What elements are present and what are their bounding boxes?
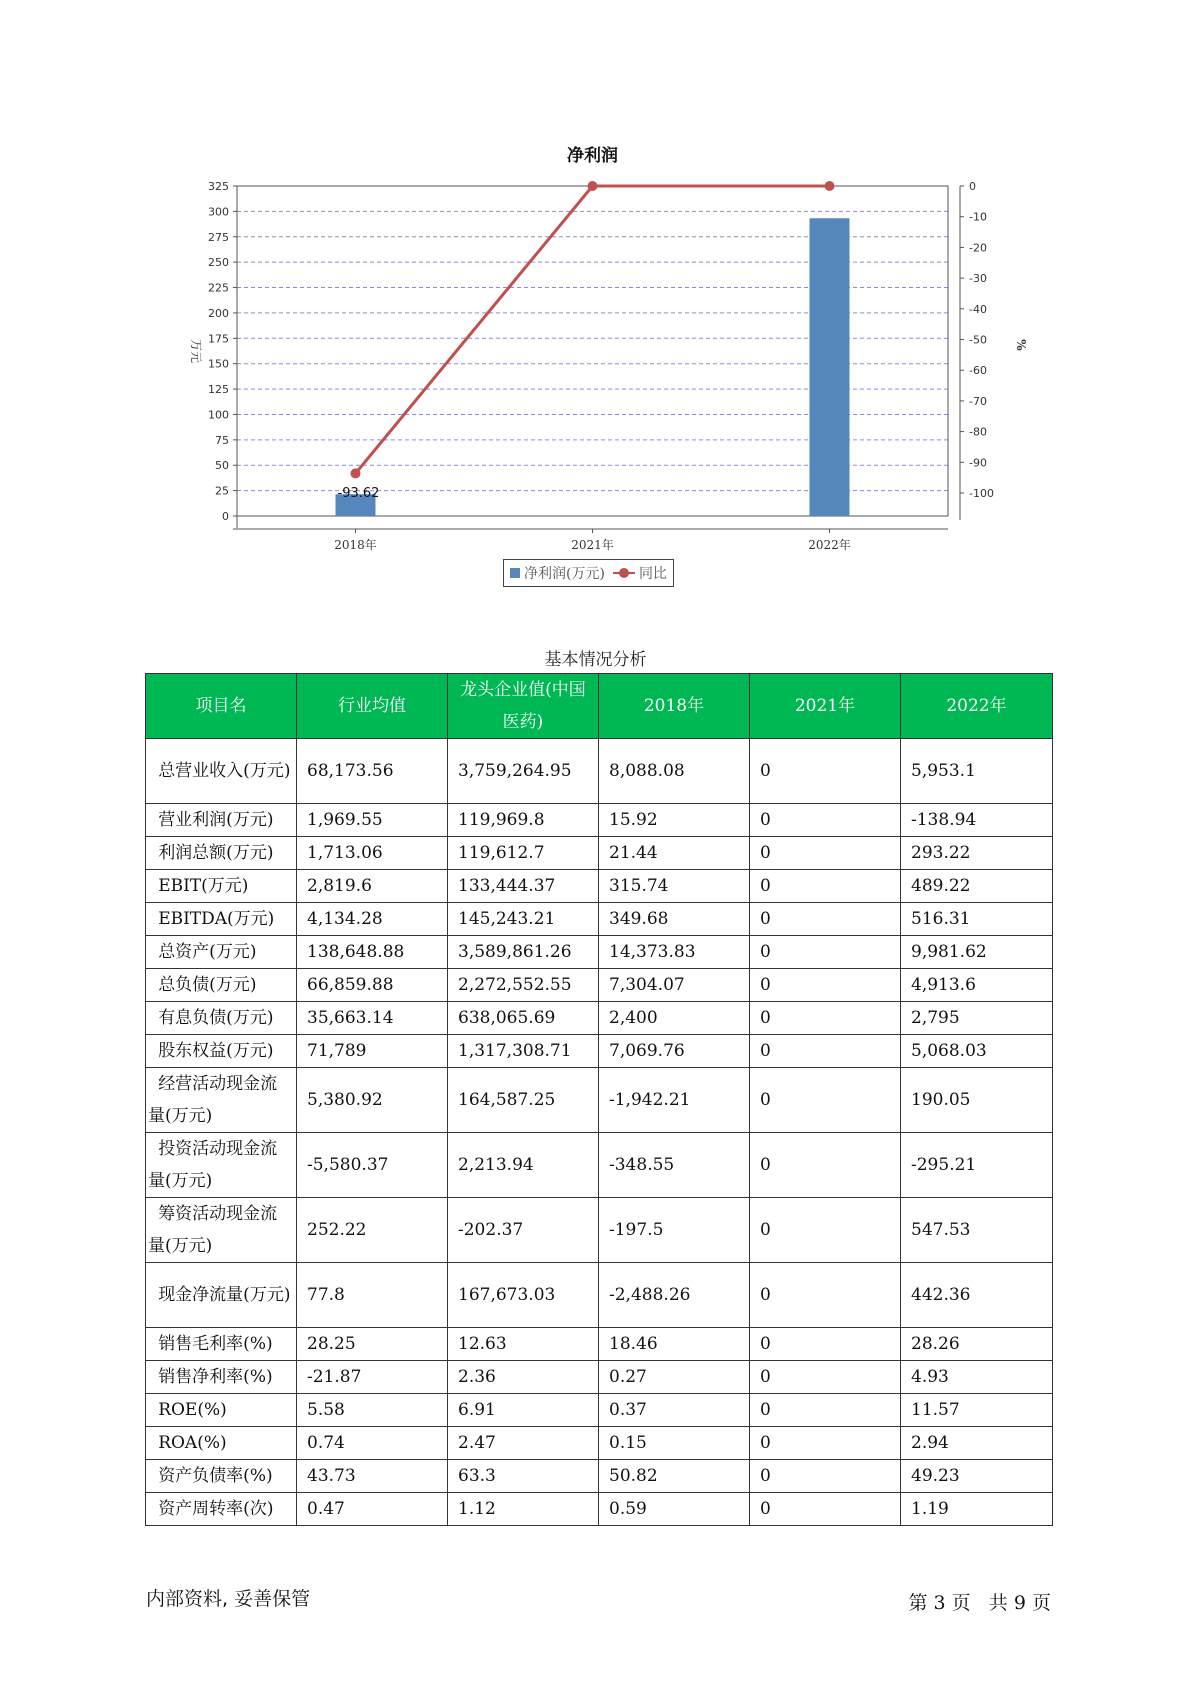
value-cell: 0 bbox=[750, 903, 901, 936]
value-cell: 638,065.69 bbox=[448, 1002, 599, 1035]
value-cell: 9,981.62 bbox=[901, 936, 1053, 969]
value-cell: 119,612.7 bbox=[448, 837, 599, 870]
table-row bbox=[146, 903, 1053, 936]
y2-tick-label: -50 bbox=[969, 333, 987, 347]
y2-tick-label: -100 bbox=[969, 487, 994, 500]
value-cell: 349.68 bbox=[599, 903, 750, 936]
row-label-cell: 利润总额(万元) bbox=[146, 837, 297, 870]
chart-legend bbox=[503, 559, 674, 587]
value-cell: 0 bbox=[750, 1394, 901, 1427]
row-label-cell: ROA(%) bbox=[146, 1427, 297, 1460]
value-cell: 5,953.1 bbox=[901, 739, 1053, 804]
y-tick-label: 0 bbox=[222, 510, 229, 523]
value-cell: 489.22 bbox=[901, 870, 1053, 903]
table-title: 基本情况分析 bbox=[544, 650, 647, 670]
y-tick-label: 75 bbox=[215, 433, 229, 447]
yoy-point bbox=[588, 181, 598, 191]
y2-tick-label: -80 bbox=[969, 425, 987, 439]
value-cell: 68,173.56 bbox=[297, 739, 448, 804]
header-cell-industry-avg: 行业均值 bbox=[297, 674, 448, 739]
row-label-cell: 现金净流量(万元) bbox=[146, 1263, 297, 1328]
table-row bbox=[146, 870, 1053, 903]
table-row bbox=[146, 1361, 1053, 1394]
value-cell: 50.82 bbox=[599, 1460, 750, 1493]
chart-title: 净利润 bbox=[567, 146, 618, 166]
table-row bbox=[146, 1263, 1053, 1328]
x-tick-label: 2022年 bbox=[808, 538, 851, 552]
row-label-cell: 投资活动现金流量(万元) bbox=[146, 1133, 297, 1198]
value-cell: 1,317,308.71 bbox=[448, 1035, 599, 1068]
value-cell: -5,580.37 bbox=[297, 1133, 448, 1198]
net-profit-chart bbox=[0, 0, 1191, 600]
table-body bbox=[146, 739, 1053, 1526]
value-cell: 2,213.94 bbox=[448, 1133, 599, 1198]
y-tick-label: 300 bbox=[208, 205, 229, 219]
y-axis-label: 万元 bbox=[189, 338, 203, 364]
value-cell: 0 bbox=[750, 1035, 901, 1068]
legend-line-swatch bbox=[613, 568, 635, 578]
row-label-cell: EBIT(万元) bbox=[146, 870, 297, 903]
y2-tick-label: -60 bbox=[969, 364, 987, 378]
table-row bbox=[146, 1002, 1053, 1035]
value-cell: 0.74 bbox=[297, 1427, 448, 1460]
y2-tick-label: -10 bbox=[969, 210, 987, 224]
value-cell: 0 bbox=[750, 1002, 901, 1035]
y-tick-label: 200 bbox=[208, 306, 229, 320]
value-cell: 547.53 bbox=[901, 1198, 1053, 1263]
value-cell: 0 bbox=[750, 739, 901, 804]
value-cell: -348.55 bbox=[599, 1133, 750, 1198]
value-cell: 2,795 bbox=[901, 1002, 1053, 1035]
value-cell: 0 bbox=[750, 1133, 901, 1198]
value-cell: -138.94 bbox=[901, 804, 1053, 837]
value-cell: 43.73 bbox=[297, 1460, 448, 1493]
y-tick-label: 100 bbox=[208, 408, 229, 422]
row-label-cell: EBITDA(万元) bbox=[146, 903, 297, 936]
bar bbox=[810, 218, 850, 516]
y-tick-label: 250 bbox=[208, 256, 229, 270]
yoy-point bbox=[351, 468, 361, 478]
y2-tick-label: -30 bbox=[969, 272, 987, 286]
value-cell: 3,589,861.26 bbox=[448, 936, 599, 969]
value-cell: 0 bbox=[750, 1198, 901, 1263]
value-cell: 293.22 bbox=[901, 837, 1053, 870]
value-cell: 77.8 bbox=[297, 1263, 448, 1328]
chart-svg bbox=[0, 0, 1191, 600]
row-label-cell: 资产周转率(次) bbox=[146, 1493, 297, 1526]
value-cell: 315.74 bbox=[599, 870, 750, 903]
value-cell: 6.91 bbox=[448, 1394, 599, 1427]
y-tick-label: 150 bbox=[208, 357, 229, 371]
value-cell: 2,272,552.55 bbox=[448, 969, 599, 1002]
table-row bbox=[146, 1133, 1053, 1198]
value-cell: 164,587.25 bbox=[448, 1068, 599, 1133]
value-cell: 0 bbox=[750, 1068, 901, 1133]
value-cell: 2,400 bbox=[599, 1002, 750, 1035]
header-cell-2018: 2018年 bbox=[599, 674, 750, 739]
table-row bbox=[146, 1427, 1053, 1460]
value-cell: 0 bbox=[750, 1460, 901, 1493]
row-label-cell: 资产负债率(%) bbox=[146, 1460, 297, 1493]
yoy-point bbox=[825, 181, 835, 191]
header-cell-item: 项目名 bbox=[146, 674, 297, 739]
table-row bbox=[146, 837, 1053, 870]
value-cell: -197.5 bbox=[599, 1198, 750, 1263]
value-cell: 516.31 bbox=[901, 903, 1053, 936]
row-label-cell: 销售净利率(%) bbox=[146, 1361, 297, 1394]
footer-confidential-note: 内部资料, 妥善保管 bbox=[146, 1588, 311, 1610]
header-cell-2021: 2021年 bbox=[750, 674, 901, 739]
value-cell: 167,673.03 bbox=[448, 1263, 599, 1328]
value-cell: 4,913.6 bbox=[901, 969, 1053, 1002]
row-label-cell: 销售毛利率(%) bbox=[146, 1328, 297, 1361]
value-cell: 4,134.28 bbox=[297, 903, 448, 936]
value-cell: 18.46 bbox=[599, 1328, 750, 1361]
value-cell: 119,969.8 bbox=[448, 804, 599, 837]
value-cell: 63.3 bbox=[448, 1460, 599, 1493]
value-cell: 0.27 bbox=[599, 1361, 750, 1394]
total-pages: 9 bbox=[1013, 1592, 1026, 1614]
value-cell: 0 bbox=[750, 804, 901, 837]
footer-page-number: 第 3 页 共 9 页 bbox=[908, 1592, 1051, 1614]
value-cell: 0 bbox=[750, 1493, 901, 1526]
value-cell: 190.05 bbox=[901, 1068, 1053, 1133]
value-cell: 5.58 bbox=[297, 1394, 448, 1427]
value-cell: 11.57 bbox=[901, 1394, 1053, 1427]
value-cell: 5,380.92 bbox=[297, 1068, 448, 1133]
table-row bbox=[146, 804, 1053, 837]
table-row bbox=[146, 1394, 1053, 1427]
y2-axis-label: % bbox=[1014, 339, 1028, 351]
table-row bbox=[146, 1493, 1053, 1526]
table-row bbox=[146, 936, 1053, 969]
table-row bbox=[146, 969, 1053, 1002]
legend-item-line bbox=[613, 563, 667, 583]
value-cell: 2.36 bbox=[448, 1361, 599, 1394]
y-tick-label: 225 bbox=[208, 281, 229, 295]
value-cell: 2,819.6 bbox=[297, 870, 448, 903]
row-label-cell: 总负债(万元) bbox=[146, 969, 297, 1002]
value-cell: 4.93 bbox=[901, 1361, 1053, 1394]
y2-tick-label: -20 bbox=[969, 241, 987, 255]
x-tick-label: 2018年 bbox=[334, 538, 377, 552]
value-cell: 21.44 bbox=[599, 837, 750, 870]
value-cell: 14,373.83 bbox=[599, 936, 750, 969]
data-label: -93.62 bbox=[337, 486, 380, 501]
row-label-cell: 有息负债(万元) bbox=[146, 1002, 297, 1035]
value-cell: 7,069.76 bbox=[599, 1035, 750, 1068]
value-cell: 28.25 bbox=[297, 1328, 448, 1361]
value-cell: 0.37 bbox=[599, 1394, 750, 1427]
table-row bbox=[146, 1068, 1053, 1133]
value-cell: 0 bbox=[750, 1361, 901, 1394]
legend-item-bar bbox=[510, 563, 605, 583]
value-cell: 15.92 bbox=[599, 804, 750, 837]
value-cell: 28.26 bbox=[901, 1328, 1053, 1361]
value-cell: 0 bbox=[750, 1328, 901, 1361]
value-cell: 0.59 bbox=[599, 1493, 750, 1526]
value-cell: 0.15 bbox=[599, 1427, 750, 1460]
value-cell: 5,068.03 bbox=[901, 1035, 1053, 1068]
value-cell: 7,304.07 bbox=[599, 969, 750, 1002]
y-tick-label: 175 bbox=[208, 332, 229, 346]
x-tick-label: 2021年 bbox=[571, 538, 614, 552]
row-label-cell: 股东权益(万元) bbox=[146, 1035, 297, 1068]
row-label-cell: 经营活动现金流量(万元) bbox=[146, 1068, 297, 1133]
y-tick-label: 50 bbox=[215, 459, 229, 473]
table-row bbox=[146, 1328, 1053, 1361]
row-label-cell: 筹资活动现金流量(万元) bbox=[146, 1198, 297, 1263]
row-label-cell: 营业利润(万元) bbox=[146, 804, 297, 837]
value-cell: -1,942.21 bbox=[599, 1068, 750, 1133]
value-cell: 49.23 bbox=[901, 1460, 1053, 1493]
y-tick-label: 325 bbox=[208, 180, 229, 193]
current-page: 3 bbox=[933, 1592, 946, 1614]
legend-bar-swatch bbox=[510, 568, 520, 578]
value-cell: 66,859.88 bbox=[297, 969, 448, 1002]
value-cell: -295.21 bbox=[901, 1133, 1053, 1198]
value-cell: 1,969.55 bbox=[297, 804, 448, 837]
value-cell: 35,663.14 bbox=[297, 1002, 448, 1035]
table-row bbox=[146, 1460, 1053, 1493]
value-cell: 0 bbox=[750, 969, 901, 1002]
y-tick-label: 275 bbox=[208, 230, 229, 244]
value-cell: 442.36 bbox=[901, 1263, 1053, 1328]
value-cell: 133,444.37 bbox=[448, 870, 599, 903]
value-cell: 8,088.08 bbox=[599, 739, 750, 804]
yoy-line bbox=[356, 186, 830, 473]
table-row bbox=[146, 1035, 1053, 1068]
y-tick-label: 25 bbox=[215, 484, 229, 498]
value-cell: 1.19 bbox=[901, 1493, 1053, 1526]
y2-tick-label: -90 bbox=[969, 456, 987, 470]
value-cell: 2.47 bbox=[448, 1427, 599, 1460]
row-label-cell: ROE(%) bbox=[146, 1394, 297, 1427]
table-row bbox=[146, 739, 1053, 804]
value-cell: 2.94 bbox=[901, 1427, 1053, 1460]
analysis-table bbox=[145, 673, 1053, 1526]
legend-bar-label: 净利润(万元) bbox=[524, 566, 605, 582]
value-cell: 3,759,264.95 bbox=[448, 739, 599, 804]
y2-tick-label: -70 bbox=[969, 394, 987, 408]
value-cell: 138,648.88 bbox=[297, 936, 448, 969]
value-cell: 12.63 bbox=[448, 1328, 599, 1361]
table-row bbox=[146, 1198, 1053, 1263]
value-cell: 1.12 bbox=[448, 1493, 599, 1526]
value-cell: 145,243.21 bbox=[448, 903, 599, 936]
value-cell: 0 bbox=[750, 837, 901, 870]
value-cell: -2,488.26 bbox=[599, 1263, 750, 1328]
legend-line-label: 同比 bbox=[638, 566, 667, 582]
row-label-cell: 总营业收入(万元) bbox=[146, 739, 297, 804]
table-header-row bbox=[146, 674, 1053, 739]
header-cell-2022: 2022年 bbox=[901, 674, 1053, 739]
value-cell: 0 bbox=[750, 870, 901, 903]
y2-tick-label: 0 bbox=[969, 180, 976, 193]
value-cell: -202.37 bbox=[448, 1198, 599, 1263]
value-cell: 0 bbox=[750, 1427, 901, 1460]
value-cell: 71,789 bbox=[297, 1035, 448, 1068]
value-cell: 1,713.06 bbox=[297, 837, 448, 870]
value-cell: 252.22 bbox=[297, 1198, 448, 1263]
row-label-cell: 总资产(万元) bbox=[146, 936, 297, 969]
y-tick-label: 125 bbox=[208, 383, 229, 397]
value-cell: 0 bbox=[750, 1263, 901, 1328]
value-cell: 0 bbox=[750, 936, 901, 969]
value-cell: 0.47 bbox=[297, 1493, 448, 1526]
value-cell: -21.87 bbox=[297, 1361, 448, 1394]
header-cell-leader-value: 龙头企业值(中国医药) bbox=[448, 674, 599, 739]
y2-tick-label: -40 bbox=[969, 302, 987, 316]
